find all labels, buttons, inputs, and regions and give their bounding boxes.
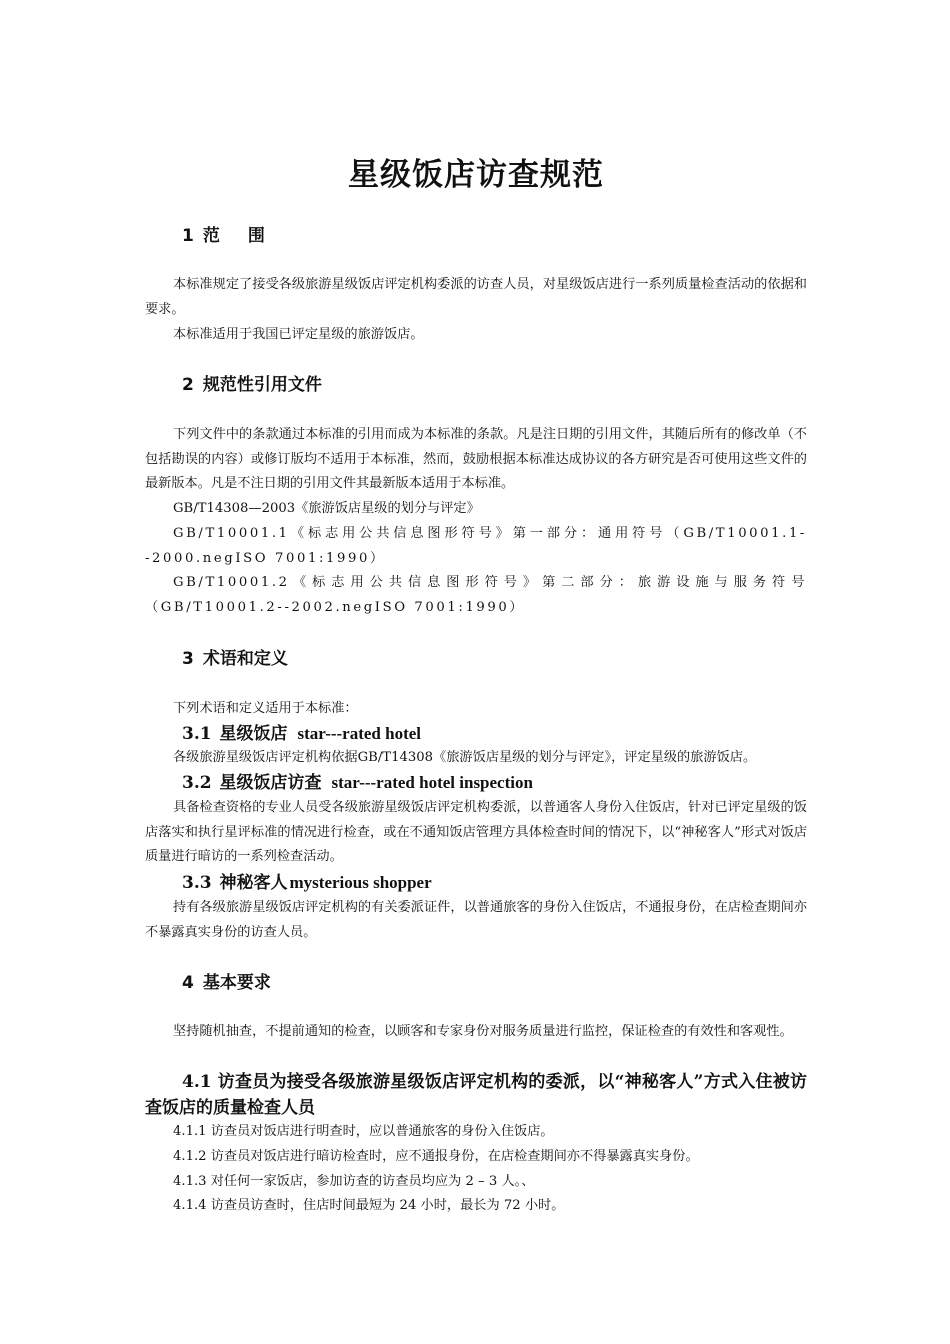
term-definition: 具备检查资格的专业人员受各级旅游星级饭店评定机构委派，以普通客人身份入住饭店，针对已评定星级的饭店落实和执行星评标准的情况进行检查，或在不通知饭店管理方具体检查时间的情况下，以“神秘客人”形式对饭店质量进行暗访的一系列检查活动。 [145,800,807,864]
section-3-heading [182,647,288,671]
paragraph: 本标准适用于我国已评定星级的旅游饭店。 [173,327,424,342]
section-number: 2 [182,375,194,395]
section-title: 规范性引用文件 [202,375,322,395]
paragraph: 坚持随机抽查，不提前通知的检查，以顾客和专家身份对服务质量进行监控，保证检查的有效性和客观性。 [173,1024,793,1039]
section-4-heading [182,971,271,995]
section-number: 1 [182,226,194,246]
section-number: 4 [182,973,194,993]
section-title: 基本要求 [202,973,271,993]
paragraph: 下列术语和定义适用于本标准： [173,701,358,716]
list-item: 4.1.3 对任何一家饭店，参加访查的访查员均应为 2 – 3 人。、 [173,1174,535,1189]
list-item: 4.1.2 访查员对饭店进行暗访检查时，应不通报身份，在店检查期间亦不得暴露真实身份。 [173,1149,699,1164]
section-title: 术语和定义 [202,649,288,669]
section-title: 范围 [202,226,293,246]
reference-item: GB/T10001.2《标志用公共信息图形符号》第二部分：旅游设施与服务符号（GB/T10001.2--2002.negISO 7001:1990） [145,575,807,615]
reference-item: GB/T14308—2003《旅游饭店星级的划分与评定》 [173,501,480,516]
section-1-heading [182,224,293,248]
reference-item: GB/T10001.1《标志用公共信息图形符号》第一部分：通用符号（GB/T10001.1--2000.negISO 7001:1990） [145,526,807,566]
term-definition: 各级旅游星级饭店评定机构依据GB/T14308《旅游饭店星级的划分与评定》，评定星级的旅游饭店。 [173,750,757,765]
paragraph: 下列文件中的条款通过本标准的引用而成为本标准的条款。凡是注日期的引用文件，其随后所有的修改单（不包括勘误的内容）或修订版均不适用于本标准，然而，鼓励根据本标准达成协议的各方研究是否可使用这些文件的最新版本。凡是不注日期的引用文件其最新版本适用于本标准。 [145,427,807,491]
list-item: 4.1.1 访查员对饭店进行明查时，应以普通旅客的身份入住饭店。 [173,1124,554,1139]
term-heading-3-2: 3.2 星级饭店访查 star---rated hotel inspection [182,773,533,793]
list-item: 4.1.4 访查员访查时，住店时间最短为 24 小时，最长为 72 小时。 [173,1198,565,1213]
section-2-heading [182,373,322,397]
paragraph: 本标准规定了接受各级旅游星级饭店评定机构委派的访查人员，对星级饭店进行一系列质量检查活动的依据和要求。 [145,277,807,317]
term-definition: 持有各级旅游星级饭店评定机构的有关委派证件，以普通旅客的身份入住饭店，不通报身份，在店检查期间亦不暴露真实身份的访查人员。 [145,900,807,940]
document-title: 星级饭店访查规范 [348,157,604,193]
subsection-heading-4-1: 4.1 访查员为接受各级旅游星级饭店评定机构的委派，以“神秘客人”方式入住被访查饭店的质量检查人员 [145,1072,807,1118]
section-number: 3 [182,649,194,669]
term-heading-3-3: 3.3 神秘客人 mysterious shopper [182,873,432,893]
term-heading-3-1: 3.1 星级饭店 star---rated hotel [182,724,422,744]
